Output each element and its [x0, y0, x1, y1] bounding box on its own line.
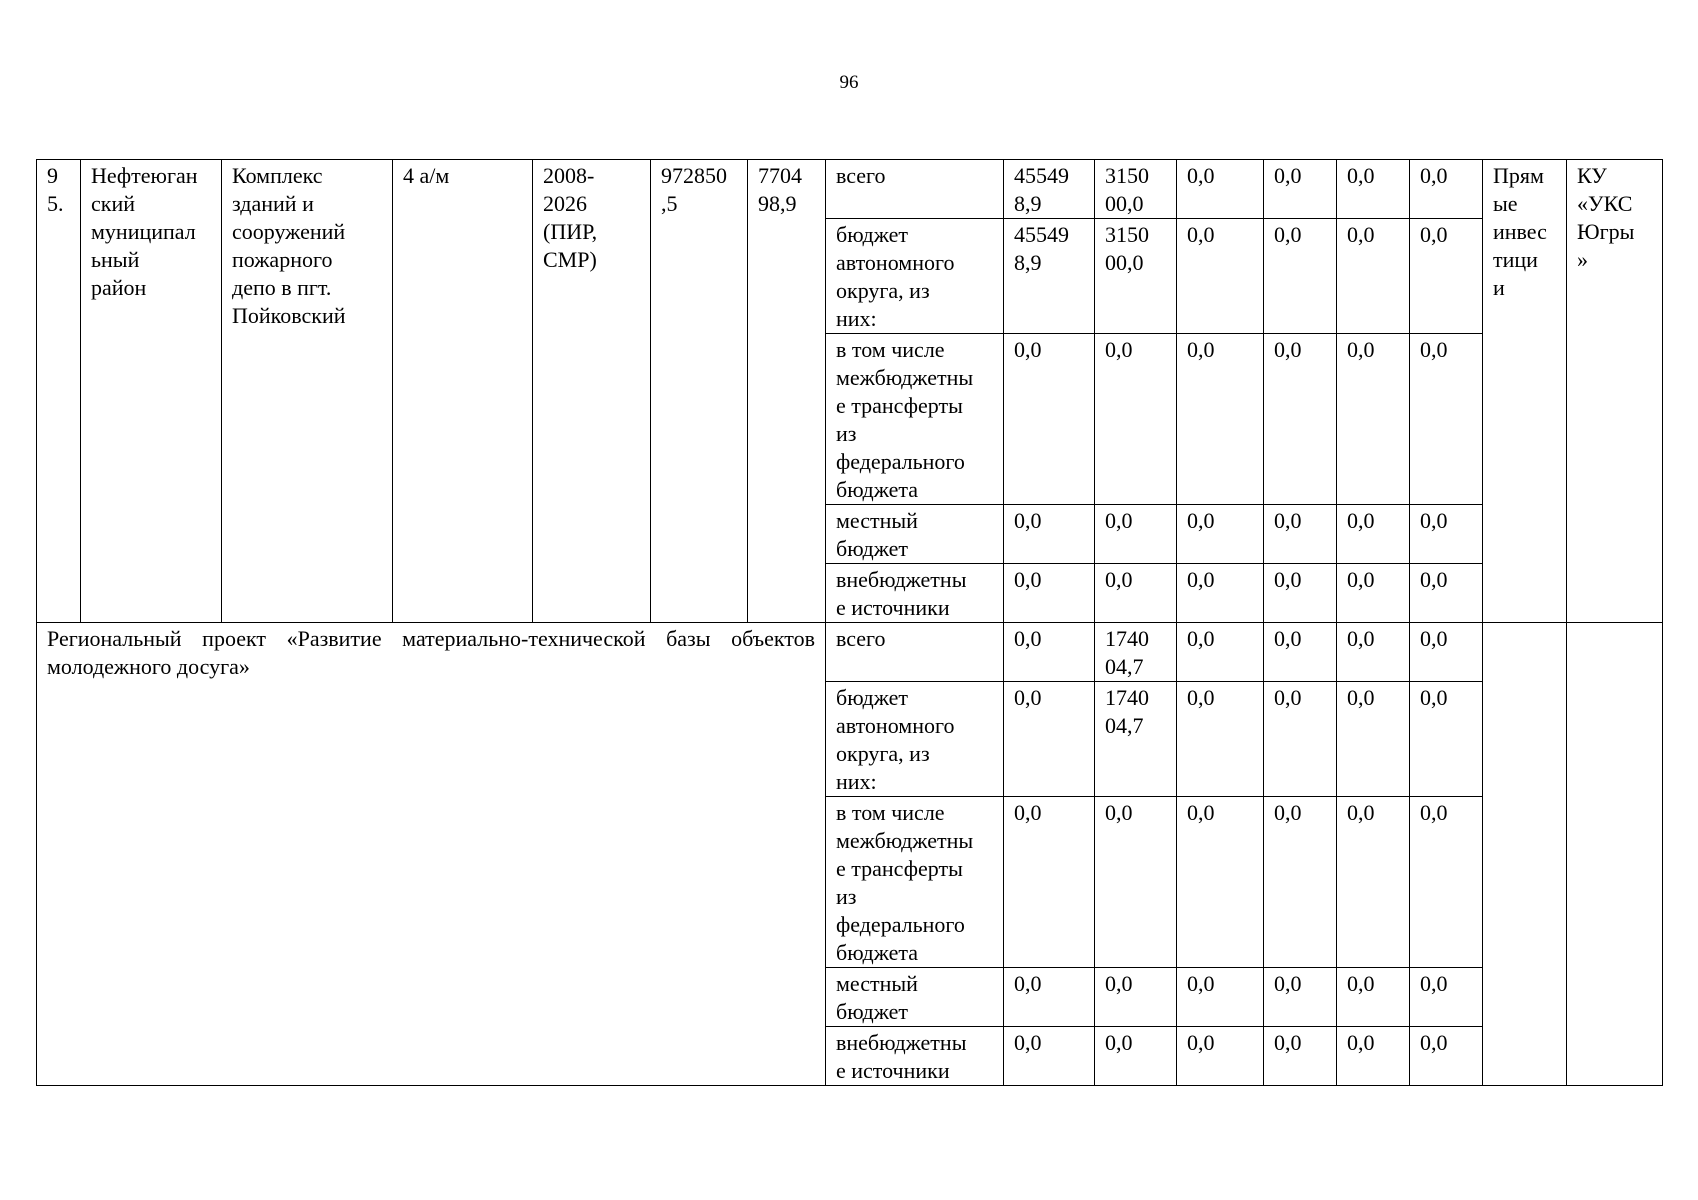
value-cell: 0,0: [1337, 682, 1410, 797]
value-cell: 0,0: [1264, 160, 1337, 219]
value-cell: 0,0: [1177, 682, 1264, 797]
value-cell: 0,0: [1337, 968, 1410, 1027]
page-number: 96: [839, 72, 859, 93]
project-title-cell: Региональный проект «Развитие материально-технической базы объектов молодежного досуга»: [37, 623, 826, 1086]
value-cell: 1740 04,7: [1095, 623, 1177, 682]
row-number-cell: 9 5.: [37, 160, 81, 623]
value-cell: 0,0: [1004, 682, 1095, 797]
value-cell: 0,0: [1410, 623, 1483, 682]
value-cell: 0,0: [1004, 1027, 1095, 1086]
empty-customer-cell: [1567, 623, 1663, 1086]
municipality-cell: Нефтеюган ский муниципал ьный район: [81, 160, 222, 623]
value-cell: 0,0: [1264, 797, 1337, 968]
value-cell: 0,0: [1264, 1027, 1337, 1086]
funding-source-cell: бюджет автономного округа, из них:: [826, 682, 1004, 797]
project-block: [37, 623, 1663, 1086]
value-cell: 0,0: [1410, 682, 1483, 797]
value-cell: 0,0: [1410, 505, 1483, 564]
empty-investment-cell: [1483, 623, 1567, 1086]
value-cell: 0,0: [1095, 334, 1177, 505]
value-cell: 0,0: [1095, 797, 1177, 968]
value-cell: 0,0: [1337, 160, 1410, 219]
value-cell: 0,0: [1264, 968, 1337, 1027]
value-cell: 0,0: [1177, 968, 1264, 1027]
funding-source-cell: в том числе межбюджетны е трансферты из федерального бюджета: [826, 334, 1004, 505]
value-cell: 0,0: [1410, 564, 1483, 623]
funding-source-cell: бюджет автономного округа, из них:: [826, 219, 1004, 334]
value-cell: 0,0: [1177, 1027, 1264, 1086]
value-cell: 0,0: [1177, 219, 1264, 334]
value-cell: 0,0: [1004, 623, 1095, 682]
value-cell: 3150 00,0: [1095, 219, 1177, 334]
funding-source-cell: в том числе межбюджетны е трансферты из федерального бюджета: [826, 797, 1004, 968]
value-cell: 0,0: [1410, 219, 1483, 334]
funding-source-cell: всего: [826, 160, 1004, 219]
value-cell: 3150 00,0: [1095, 160, 1177, 219]
value-cell: 0,0: [1004, 968, 1095, 1027]
value-cell: 0,0: [1095, 505, 1177, 564]
period-cell: 2008- 2026 (ПИР, СМР): [533, 160, 651, 623]
value-cell: 0,0: [1004, 564, 1095, 623]
value-cell: 0,0: [1095, 968, 1177, 1027]
value-cell: 0,0: [1410, 797, 1483, 968]
customer-cell: КУ «УКС Югры »: [1567, 160, 1663, 623]
value-cell: 0,0: [1337, 1027, 1410, 1086]
funding-source-cell: местный бюджет: [826, 505, 1004, 564]
value-cell: 0,0: [1337, 505, 1410, 564]
value-cell: 0,0: [1095, 1027, 1177, 1086]
capacity-cell: 4 а/м: [393, 160, 533, 623]
value-cell: 0,0: [1177, 797, 1264, 968]
value-cell: 0,0: [1337, 219, 1410, 334]
object-name-cell: Комплекс зданий и сооружений пожарного депо в пгт. Пойковский: [222, 160, 393, 623]
value-cell: 0,0: [1177, 334, 1264, 505]
value-cell: 0,0: [1264, 564, 1337, 623]
value-cell: 0,0: [1177, 623, 1264, 682]
value-cell: 0,0: [1095, 564, 1177, 623]
budget-table: [36, 159, 1663, 1086]
value-cell: 0,0: [1264, 334, 1337, 505]
remaining-cost-cell: 7704 98,9: [748, 160, 826, 623]
value-cell: 0,0: [1004, 797, 1095, 968]
value-cell: 0,0: [1177, 160, 1264, 219]
value-cell: 0,0: [1337, 564, 1410, 623]
funding-source-cell: всего: [826, 623, 1004, 682]
value-cell: 0,0: [1177, 505, 1264, 564]
value-cell: 45549 8,9: [1004, 219, 1095, 334]
funding-source-cell: местный бюджет: [826, 968, 1004, 1027]
value-cell: 0,0: [1004, 334, 1095, 505]
value-cell: 0,0: [1177, 564, 1264, 623]
value-cell: 0,0: [1410, 968, 1483, 1027]
object-block: [37, 160, 1663, 623]
value-cell: 0,0: [1410, 160, 1483, 219]
value-cell: 0,0: [1337, 797, 1410, 968]
value-cell: 0,0: [1410, 1027, 1483, 1086]
table-row: [37, 160, 1663, 219]
value-cell: 0,0: [1264, 505, 1337, 564]
value-cell: 0,0: [1410, 334, 1483, 505]
estimated-cost-cell: 972850 ,5: [651, 160, 748, 623]
value-cell: 0,0: [1264, 623, 1337, 682]
investment-type-cell: Прям ые инвес тици и: [1483, 160, 1567, 623]
table-row: [37, 623, 1663, 682]
value-cell: 0,0: [1264, 682, 1337, 797]
funding-source-cell: внебюджетны е источники: [826, 1027, 1004, 1086]
value-cell: 45549 8,9: [1004, 160, 1095, 219]
value-cell: 1740 04,7: [1095, 682, 1177, 797]
value-cell: 0,0: [1337, 623, 1410, 682]
funding-source-cell: внебюджетны е источники: [826, 564, 1004, 623]
value-cell: 0,0: [1004, 505, 1095, 564]
value-cell: 0,0: [1337, 334, 1410, 505]
value-cell: 0,0: [1264, 219, 1337, 334]
